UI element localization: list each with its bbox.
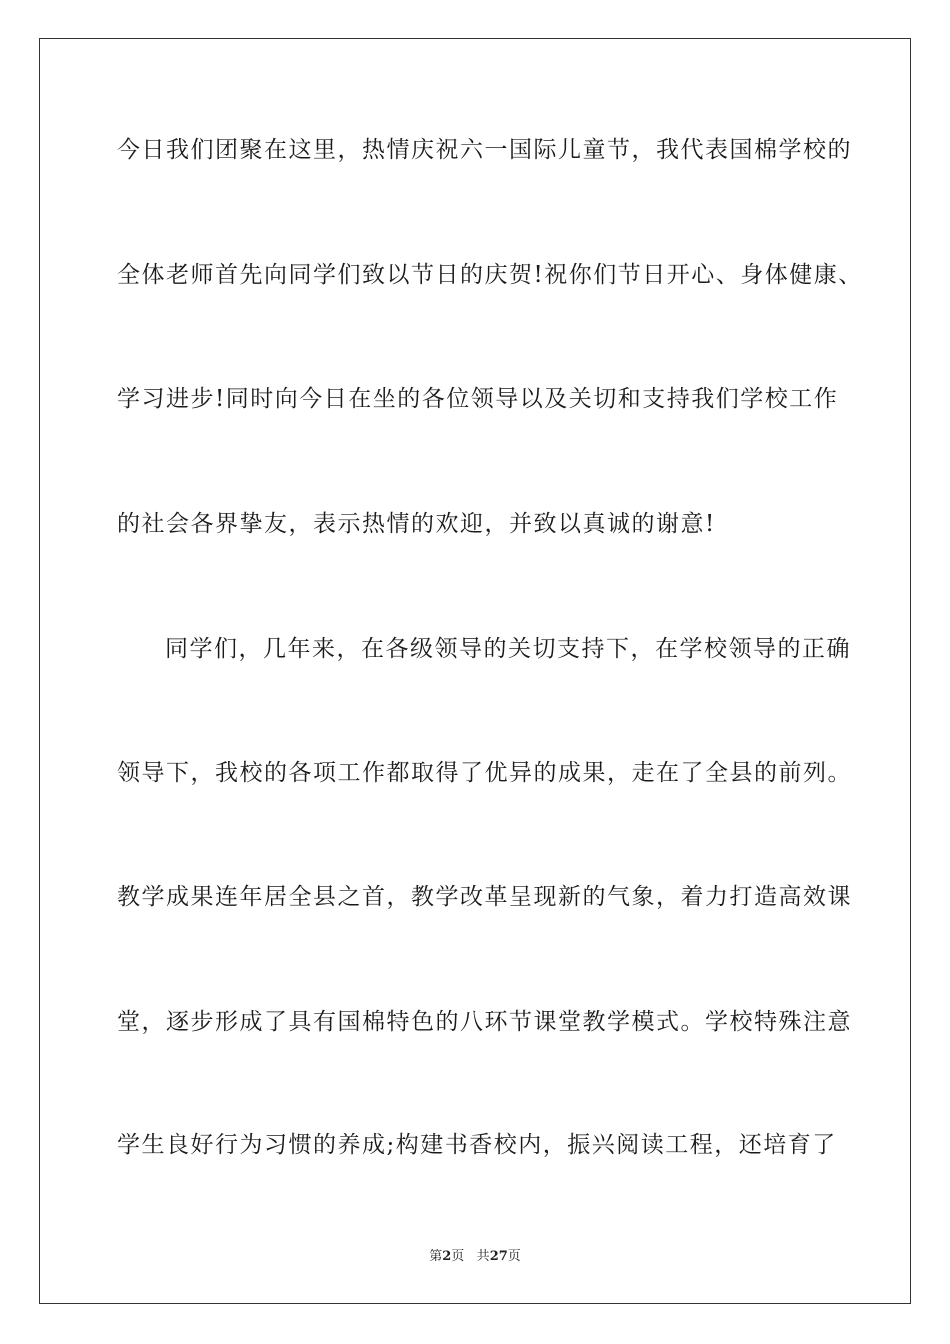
page-prefix: 第 — [429, 1249, 443, 1264]
total-prefix: 共 — [476, 1249, 490, 1264]
page-suffix: 页 — [451, 1249, 465, 1264]
paragraph-line: 学习进步!同时向今日在坐的各位领导以及关切和支持我们学校工作 — [117, 386, 839, 412]
paragraph-line: 全体老师首先向同学们致以节日的庆贺!祝你们节日开心、身体健康、 — [117, 262, 863, 288]
page-frame — [39, 38, 911, 1304]
paragraph-line: 同学们，几年来，在各级领导的关切支持下，在学校领导的正确 — [165, 636, 851, 662]
page-footer — [0, 1248, 950, 1266]
paragraph-line: 堂，逐步形成了具有国棉特色的八环节课堂教学模式。学校特殊注意 — [117, 1009, 852, 1035]
paragraph-line: 学生良好行为习惯的养成;构建书香校内，振兴阅读工程，还培育了 — [117, 1132, 837, 1158]
paragraph-line: 教学成果连年居全县之首，教学改革呈现新的气象，着力打造高效课 — [117, 884, 852, 910]
paragraph-line: 的社会各界挚友，表示热情的欢迎，并致以真诚的谢意! — [117, 511, 716, 537]
total-pages: 27 — [489, 1249, 508, 1264]
paragraph-line: 领导下，我校的各项工作都取得了优异的成果，走在了全县的前列。 — [117, 760, 852, 786]
paragraph-line: 今日我们团聚在这里，热情庆祝六一国际儿童节，我代表国棉学校的 — [117, 137, 852, 163]
page-number: 2 — [442, 1249, 452, 1264]
total-suffix: 页 — [507, 1249, 521, 1264]
